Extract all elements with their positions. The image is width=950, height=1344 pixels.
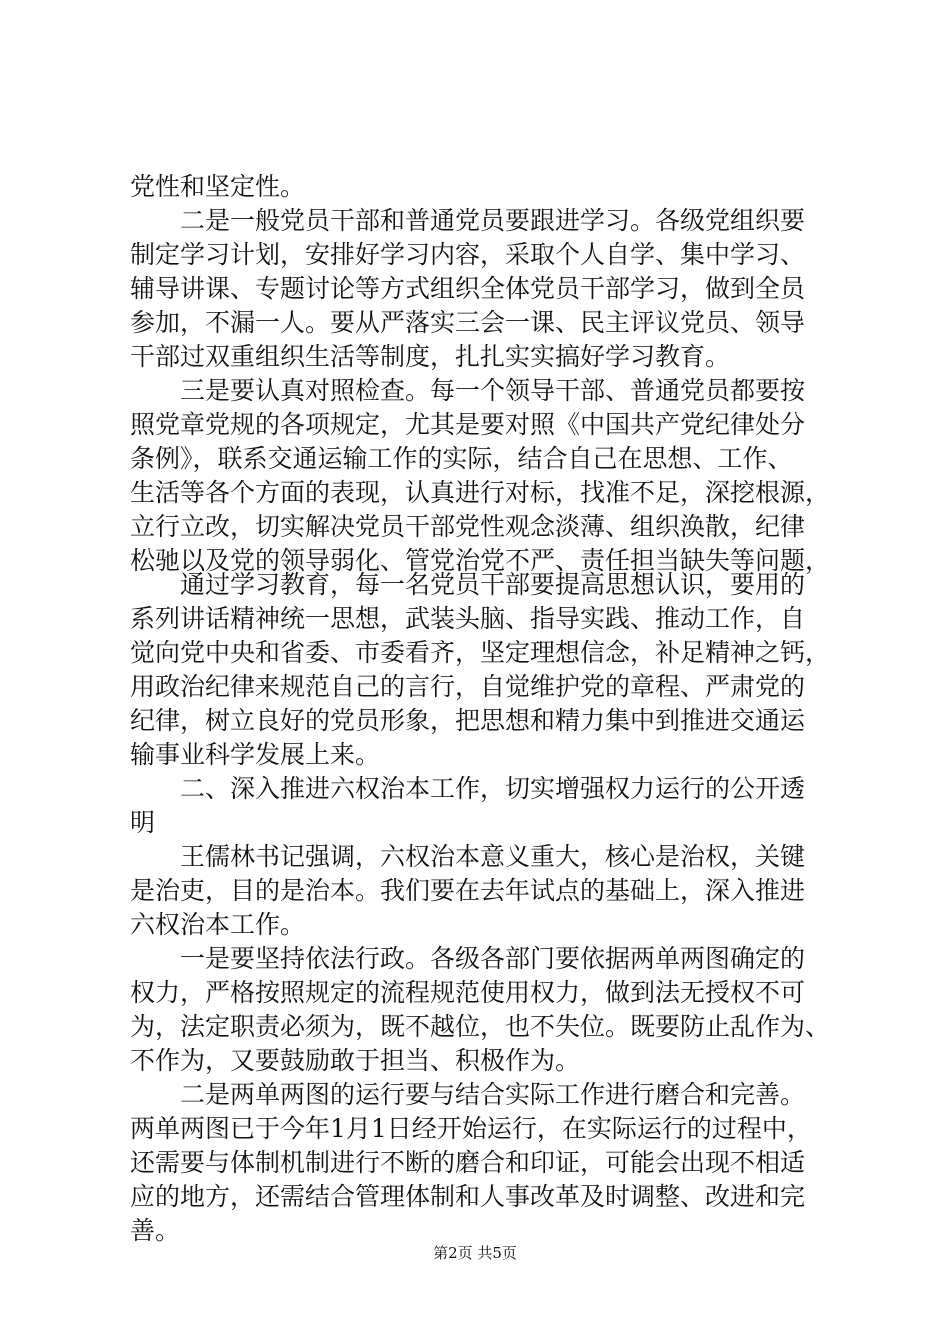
paragraph-line: 为，法定职责必须为，既不越位，也不失位。既要防止乱作为、 — [130, 1012, 830, 1041]
paragraph-line: 参加，不漏一人。要从严落实三会一课、民主评议党员、领导 — [130, 308, 806, 337]
paragraph-line: 制定学习计划，安排好学习内容，采取个人自学、集中学习、 — [130, 240, 806, 269]
paragraph-line: 输事业科学发展上来。 — [130, 740, 381, 769]
paragraph-line: 权力，严格按照规定的流程规范使用权力，做到法无授权不可 — [130, 978, 806, 1007]
paragraph-line: 应的地方，还需结合管理体制和人事改革及时调整、改进和完 — [130, 1182, 806, 1211]
text-block-top — [130, 170, 830, 578]
paragraph-line: 两单两图已于今年1月1日经开始运行，在实际运行的过程中， — [130, 1114, 812, 1143]
paragraph-line: 还需要与体制机制进行不断的磨合和印证，可能会出现不相适 — [130, 1148, 806, 1177]
paragraph-line: 善。 — [130, 1216, 181, 1245]
paragraph-line: 辅导讲课、专题讨论等方式组织全体党员干部学习，做到全员 — [130, 274, 806, 303]
paragraph-line: 立行立改，切实解决党员干部党性观念淡薄、组织涣散，纪律 — [130, 512, 806, 541]
paragraph-line: 通过学习教育，每一名党员干部要提高思想认识，要用的 — [180, 570, 806, 599]
paragraph-line: 生活等各个方面的表现，认真进行对标，找准不足，深挖根源， — [130, 478, 830, 507]
paragraph-line: 松驰以及党的领导弱化、管党治党不严、责任担当缺失等问题， — [130, 546, 830, 575]
page-number-footer: 第2页 共5页 — [433, 1244, 517, 1262]
paragraph-line: 条例》，联系交通运输工作的实际，结合自己在思想、工作、 — [130, 444, 793, 473]
section-heading: 二、深入推进六权治本工作，切实增强权力运行的公开透 — [180, 774, 806, 803]
paragraph-line: 用政治纪律来规范自己的言行，自觉维护党的章程、严肃党的 — [130, 672, 806, 701]
paragraph-line: 王儒林书记强调，六权治本意义重大，核心是治权，关键 — [180, 842, 806, 871]
paragraph-line: 一是要坚持依法行政。各级各部门要依据两单两图确定的 — [180, 944, 806, 973]
paragraph-line: 二是两单两图的运行要与结合实际工作进行磨合和完善。 — [180, 1080, 806, 1109]
paragraph-line: 干部过双重组织生活等制度，扎扎实实搞好学习教育。 — [130, 342, 731, 371]
section-heading: 明 — [130, 808, 156, 837]
paragraph-line: 三是要认真对照检查。每一个领导干部、普通党员都要按 — [180, 376, 806, 405]
paragraph-line: 二是一般党员干部和普通党员要跟进学习。各级党组织要 — [180, 206, 806, 235]
text-block-bottom — [130, 568, 830, 1248]
paragraph-line: 是治吏，目的是治本。我们要在去年试点的基础上，深入推进 — [130, 876, 806, 905]
paragraph-line: 不作为，又要鼓励敢于担当、积极作为。 — [130, 1046, 581, 1075]
paragraph-line: 系列讲话精神统一思想，武装头脑、指导实践、推动工作，自 — [130, 604, 806, 633]
paragraph-line: 照党章党规的各项规定，尤其是要对照《中国共产党纪律处分 — [130, 410, 806, 439]
paragraph-line: 纪律，树立良好的党员形象，把思想和精力集中到推进交通运 — [130, 706, 806, 735]
paragraph-line: 党性和坚定性。 — [130, 172, 306, 201]
paragraph-line: 六权治本工作。 — [130, 910, 306, 939]
paragraph-line: 觉向党中央和省委、市委看齐，坚定理想信念，补足精神之钙， — [130, 638, 830, 667]
